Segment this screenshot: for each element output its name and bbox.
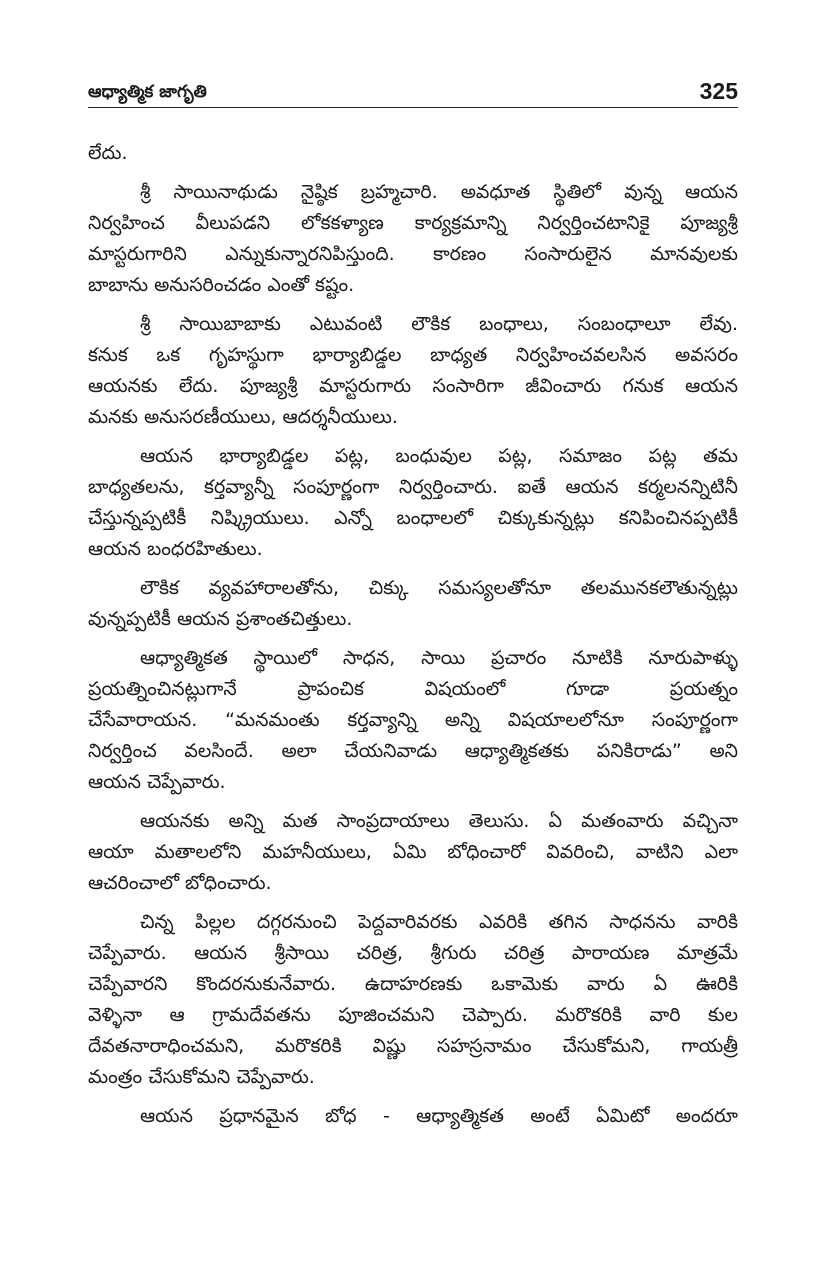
paragraph-gap	[88, 565, 738, 573]
text-line: లేదు.	[88, 142, 128, 164]
paragraph	[88, 309, 738, 433]
text-line: దేవతనారాధించమని, మరొకరికి విష్ణు సహస్రనామం చేసుకోమని, గాయత్రీ	[88, 1035, 738, 1057]
page-body	[88, 138, 738, 1132]
running-header	[88, 78, 738, 108]
paragraph	[88, 643, 738, 798]
text-line: చెప్పేవారని కొందరనుకునేవారు. ఉదాహరణకు ఒకామెకు వారు ఏ ఊరికి	[88, 973, 738, 995]
text-line: ఆయా మతాలలోని మహనీయులు, ఏమి బోధించారో వివరించి, వాటిని ఎలా	[88, 841, 738, 863]
paragraph	[88, 177, 738, 301]
paragraph-gap	[88, 635, 738, 643]
paragraph-gap	[88, 798, 738, 806]
paragraph-gap	[88, 1093, 738, 1101]
paragraph	[88, 573, 738, 635]
paragraph-gap	[88, 899, 738, 907]
text-line: ఆచరించాలో బోధించారు.	[88, 872, 272, 894]
text-line: మనకు అనుసరణీయులు, ఆదర్శనీయులు.	[88, 406, 398, 428]
text-line: కనుక ఒక గృహస్థుగా భార్యాబిడ్డల బాధ్యత నిర్వహించవలసిన అవసరం	[88, 344, 738, 366]
text-line: ఆయనకు అన్ని మత సాంప్రదాయాలు తెలుసు. ఏ మతంవారు వచ్చినా	[140, 810, 738, 832]
text-line: ఆయన ప్రధానమైన బోధ - ఆధ్యాత్మికత అంటే ఏమిటో అందరూ	[140, 1105, 738, 1127]
paragraph-gap	[88, 433, 738, 441]
paragraph	[88, 138, 738, 169]
text-line: మంత్రం చేసుకోమని చెప్పేవారు.	[88, 1066, 315, 1088]
text-line: శ్రీ సాయిబాబాకు ఎటువంటి లౌకిక బంధాలు, సంబంధాలూ లేవు.	[140, 313, 738, 335]
paragraph-gap	[88, 169, 738, 177]
text-line: బాధ్యతలను, కర్తవ్యాన్నీ సంపూర్ణంగా నిర్వర్తించారు. ఐతే ఆయన కర్మలనన్నిటినీ	[88, 476, 738, 498]
text-line: ఆయన చెప్పేవారు.	[88, 771, 226, 793]
text-line: ఆయన భార్యాబిడ్డల పట్ల, బంధువుల పట్ల, సమాజం పట్ల తమ	[140, 445, 738, 467]
text-line: వున్నప్పటికీ ఆయన ప్రశాంతచిత్తులు.	[88, 608, 353, 630]
text-line: చెప్పేవారు. ఆయన శ్రీసాయి చరిత్ర, శ్రీగురు చరిత్ర పారాయణ మాత్రమే	[88, 942, 738, 964]
text-line: లౌకిక వ్యవహారాలతోను, చిక్కు సమస్యలతోనూ తలమునకలౌతున్నట్లు	[140, 577, 738, 599]
text-line: శ్రీ సాయినాథుడు నైష్ఠిక బ్రహ్మచారి. అవధూత స్థితిలో వున్న ఆయన	[140, 181, 738, 203]
text-line: బాబాను అనుసరించడం ఎంతో కష్టం.	[88, 274, 355, 296]
text-line: ఆయనకు లేదు. పూజ్యశ్రీ మాస్టరుగారు సంసారిగా జీవించారు గనుక ఆయన	[88, 375, 738, 397]
paragraph	[88, 907, 738, 1093]
text-line: ఆధ్యాత్మికత స్థాయిలో సాధన, సాయి ప్రచారం నూటికి నూరుపాళ్ళు	[140, 647, 738, 669]
text-line: ఆయన బంధరహితులు.	[88, 538, 263, 560]
text-line: చిన్న పిల్లల దగ్గరనుంచి పెద్దవారివరకు ఎవరికి తగిన సాధనను వారికి	[140, 911, 738, 933]
paragraph	[88, 806, 738, 899]
page-number: 325	[699, 78, 738, 104]
text-line: చేస్తున్నప్పటికీ నిష్క్రియులు. ఎన్నో బంధాలలో చిక్కుకున్నట్లు కనిపించినప్పటికీ	[88, 507, 738, 529]
running-header-title: ఆధ్యాత్మిక జాగృతి	[88, 82, 207, 102]
text-line: నిర్వహించ వీలుపడని లోకకళ్యాణ కార్యక్రమాన్ని నిర్వర్తించటానికై పూజ్యశ్రీ	[88, 212, 738, 234]
text-line: మాస్టరుగారిని ఎన్నుకున్నారనిపిస్తుంది. కారణం సంసారులైన మానవులకు	[88, 243, 738, 265]
paragraph	[88, 441, 738, 565]
text-line: వెళ్ళినా ఆ గ్రామదేవతను పూజించమని చెప్పారు. మరొకరికి వారి కుల	[88, 1004, 738, 1026]
paragraph	[88, 1101, 738, 1132]
header-divider	[88, 107, 738, 108]
text-line: నిర్వర్తించ వలసిందే. అలా చేయనివాడు ఆధ్యాత్మికతకు పనికిరాడు” అని	[88, 740, 738, 762]
text-line: ప్రయత్నించినట్లుగానే ప్రాపంచిక విషయంలో గూడా ప్రయత్నం	[88, 678, 738, 700]
paragraph-gap	[88, 301, 738, 309]
text-line: చేసేవారాయన. “మనమంతు కర్తవ్యాన్ని అన్ని విషయాలలోనూ సంపూర్ణంగా	[88, 709, 738, 731]
